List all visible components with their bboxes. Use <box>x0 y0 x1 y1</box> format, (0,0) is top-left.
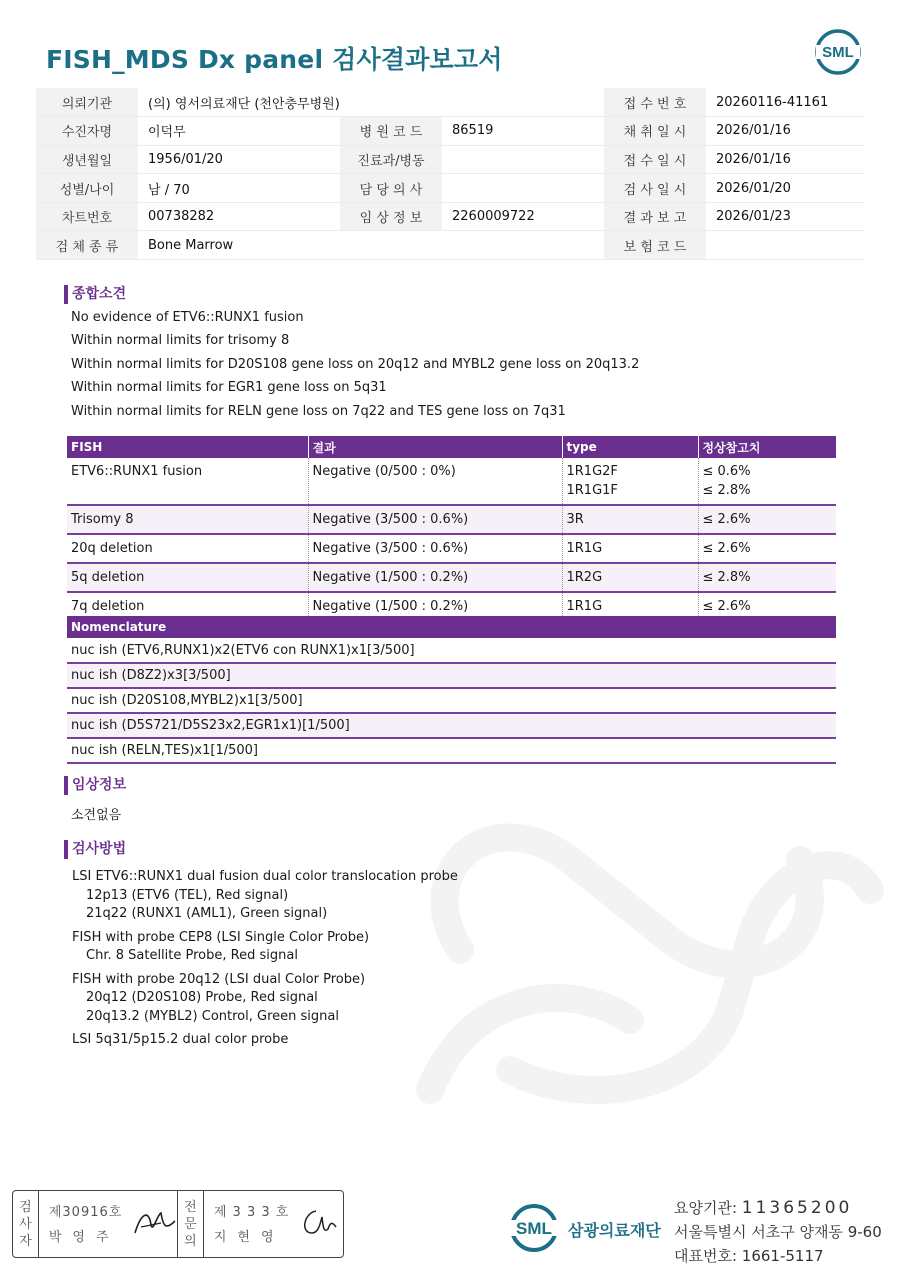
info-value: 20260116-41161 <box>706 88 864 117</box>
fish-ref-value: ≤ 0.6% <box>702 464 751 479</box>
clinical-text: 소견없음 <box>71 808 122 823</box>
summary-line: Within normal limits for RELN gene loss on 7q22 and TES gene loss on 7q31 <box>71 403 566 419</box>
specialist-signature-icon <box>296 1203 340 1243</box>
info-label: 검 사 일 시 <box>604 174 706 203</box>
fish-result: Negative (3/500 : 0.6%) <box>308 505 562 534</box>
signature-box <box>12 1190 344 1258</box>
footer-logo-icon <box>508 1198 560 1258</box>
info-label: 차트번호 <box>36 202 138 231</box>
fish-type <box>562 458 698 505</box>
fish-name: ETV6::RUNX1 fusion <box>67 458 308 505</box>
fish-ref-value: ≤ 2.6% <box>702 541 751 556</box>
info-label: 성별/나이 <box>36 174 138 203</box>
info-row <box>36 117 864 146</box>
footer-phone-value: 1661-5117 <box>741 1247 824 1265</box>
method-group <box>72 971 458 1027</box>
method-list <box>72 868 458 1055</box>
specialist-name: 지현영 <box>213 1230 285 1245</box>
method-detail: 12p13 (ETV6 (TEL), Red signal) <box>86 887 289 903</box>
examiner-name: 박영주 <box>48 1230 120 1245</box>
nomenclature-row <box>67 638 836 663</box>
method-detail: 20q12 (D20S108) Probe, Red signal <box>86 990 318 1005</box>
info-value: 2026/01/16 <box>706 117 864 146</box>
fish-type-value: 1R1G1F <box>566 483 618 498</box>
summary-line: Within normal limits for trisomy 8 <box>71 333 290 349</box>
label-char: 검 <box>19 1199 32 1215</box>
info-value: 00738282 <box>138 202 340 231</box>
info-label: 보 험 코 드 <box>604 231 706 260</box>
method-detail: 21q22 (RUNX1 (AML1), Green signal) <box>86 906 328 921</box>
footer-org-name: 삼광의료재단 <box>568 1221 661 1240</box>
fish-ref <box>698 563 836 592</box>
fish-result: Negative (1/500 : 0.2%) <box>308 592 562 621</box>
info-label: 수진자명 <box>36 117 138 146</box>
fish-header: FISH <box>67 436 308 458</box>
fish-header: type <box>562 436 698 458</box>
info-value: 2026/01/20 <box>706 174 864 203</box>
svg-text:SML: SML <box>516 1219 552 1238</box>
summary-line: Within normal limits for EGR1 gene loss on 5q31 <box>71 380 387 396</box>
method-detail: Chr. 8 Satellite Probe, Red signal <box>86 948 298 963</box>
info-row <box>36 145 864 174</box>
fish-ref-value: ≤ 2.8% <box>702 483 751 498</box>
info-label: 채 취 일 시 <box>604 117 706 146</box>
info-value: 2026/01/23 <box>706 202 864 231</box>
nomenclature-row <box>67 738 836 763</box>
svg-text:SML: SML <box>822 44 854 61</box>
nomenclature-row <box>67 663 836 688</box>
nomenclature-row <box>67 688 836 713</box>
method-title: LSI 5q31/5p15.2 dual color probe <box>72 1032 289 1047</box>
fish-type <box>562 534 698 563</box>
info-label: 의뢰기관 <box>36 88 138 117</box>
method-title: FISH with probe 20q12 (LSI dual Color Probe) <box>72 971 366 987</box>
info-value <box>706 231 864 260</box>
footer-code-label: 요양기관: <box>674 1199 742 1217</box>
summary-heading: 종합소견 <box>64 285 126 304</box>
fish-row <box>67 505 836 534</box>
fish-name: 20q deletion <box>67 534 308 563</box>
info-value: (의) 영서의료재단 (천안충무병원) <box>138 88 604 117</box>
summary-list <box>71 308 639 425</box>
info-label: 결 과 보 고 <box>604 202 706 231</box>
nomenclature-table <box>67 616 836 764</box>
fish-ref <box>698 505 836 534</box>
info-row <box>36 202 864 231</box>
info-label: 담 당 의 사 <box>340 174 442 203</box>
specialist-license: 제 3 3 3 호 <box>213 1205 290 1220</box>
info-label: 진료과/병동 <box>340 145 442 174</box>
examiner-cell <box>39 1191 178 1257</box>
nomenclature-value: nuc ish (D5S721/D5S23x2,EGR1x1)[1/500] <box>67 713 836 738</box>
specialist-cell <box>204 1191 343 1257</box>
specialist-label <box>178 1191 204 1257</box>
fish-ref-value: ≤ 2.8% <box>702 570 751 585</box>
info-label: 접 수 번 호 <box>604 88 706 117</box>
footer-address: 서울특별시 서초구 양재동 9-60 <box>674 1223 882 1241</box>
info-value: 86519 <box>442 117 604 146</box>
info-row <box>36 174 864 203</box>
fish-type-value: 1R1G <box>566 541 603 556</box>
clinical-heading: 임상정보 <box>64 776 126 795</box>
examiner-signature-icon <box>131 1203 179 1243</box>
method-detail: 20q13.2 (MYBL2) Control, Green signal <box>86 1008 339 1024</box>
info-label: 접 수 일 시 <box>604 145 706 174</box>
info-row <box>36 231 864 260</box>
fish-row <box>67 563 836 592</box>
label-char: 자 <box>19 1233 32 1249</box>
info-value: 이덕무 <box>138 117 340 146</box>
method-group <box>72 1031 458 1050</box>
footer-phone-label: 대표번호: <box>674 1247 742 1265</box>
fish-header: 정상참고치 <box>698 436 836 458</box>
footer-info <box>674 1196 882 1268</box>
nomenclature-value: nuc ish (D20S108,MYBL2)x1[3/500] <box>67 688 836 713</box>
nomenclature-value: nuc ish (D8Z2)x3[3/500] <box>67 663 836 688</box>
fish-type-value: 3R <box>566 512 584 527</box>
info-value <box>442 145 604 174</box>
method-title: FISH with probe CEP8 (LSI Single Color Probe) <box>72 929 370 945</box>
fish-type-value: 1R2G <box>566 570 603 585</box>
method-heading: 검사방법 <box>64 840 126 859</box>
info-value: 남 / 70 <box>138 174 340 203</box>
info-label: 생년월일 <box>36 145 138 174</box>
fish-type-value: 1R1G2F <box>566 464 618 479</box>
fish-type <box>562 563 698 592</box>
info-value <box>442 174 604 203</box>
fish-name: Trisomy 8 <box>67 505 308 534</box>
nomenclature-header: Nomenclature <box>67 616 836 638</box>
fish-header: 결과 <box>308 436 562 458</box>
info-label: 검 체 종 류 <box>36 231 138 260</box>
fish-name: 7q deletion <box>67 592 308 621</box>
info-label: 임 상 정 보 <box>340 202 442 231</box>
report-title: FISH_MDS Dx panel 검사결과보고서 <box>46 45 503 74</box>
fish-ref-value: ≤ 2.6% <box>702 512 751 527</box>
summary-line: No evidence of ETV6::RUNX1 fusion <box>71 310 304 325</box>
fish-row <box>67 534 836 563</box>
label-char: 전 <box>184 1199 197 1215</box>
label-char: 사 <box>19 1216 32 1232</box>
info-value: 2026/01/16 <box>706 145 864 174</box>
fish-row <box>67 458 836 505</box>
method-group <box>72 929 458 966</box>
info-value: 2260009722 <box>442 202 604 231</box>
label-char: 문 <box>184 1216 197 1232</box>
method-group <box>72 868 458 924</box>
info-label: 병 원 코 드 <box>340 117 442 146</box>
summary-line: Within normal limits for D20S108 gene loss on 20q12 and MYBL2 gene loss on 20q13.2 <box>71 356 640 372</box>
fish-name: 5q deletion <box>67 563 308 592</box>
fish-ref <box>698 458 836 505</box>
nomenclature-row <box>67 713 836 738</box>
examiner-license: 제30916호 <box>48 1205 123 1220</box>
fish-result: Negative (3/500 : 0.6%) <box>308 534 562 563</box>
fish-ref <box>698 534 836 563</box>
patient-info-table <box>36 88 864 260</box>
fish-ref-value: ≤ 2.6% <box>702 599 751 614</box>
fish-type <box>562 505 698 534</box>
method-title: LSI ETV6::RUNX1 dual fusion dual color translocation probe <box>72 869 458 884</box>
fish-type-value: 1R1G <box>566 599 603 614</box>
info-value: Bone Marrow <box>138 231 604 260</box>
fish-result: Negative (1/500 : 0.2%) <box>308 563 562 592</box>
fish-result: Negative (0/500 : 0%) <box>308 458 562 505</box>
examiner-label <box>13 1191 39 1257</box>
fish-results-table <box>67 436 836 622</box>
sml-logo-icon <box>812 28 864 76</box>
footer-code-value: 11365200 <box>741 1198 853 1218</box>
nomenclature-value: nuc ish (ETV6,RUNX1)x2(ETV6 con RUNX1)x1[3/500] <box>67 638 836 663</box>
info-value: 1956/01/20 <box>138 145 340 174</box>
label-char: 의 <box>184 1233 197 1249</box>
info-row <box>36 88 864 117</box>
nomenclature-value: nuc ish (RELN,TES)x1[1/500] <box>67 738 836 763</box>
